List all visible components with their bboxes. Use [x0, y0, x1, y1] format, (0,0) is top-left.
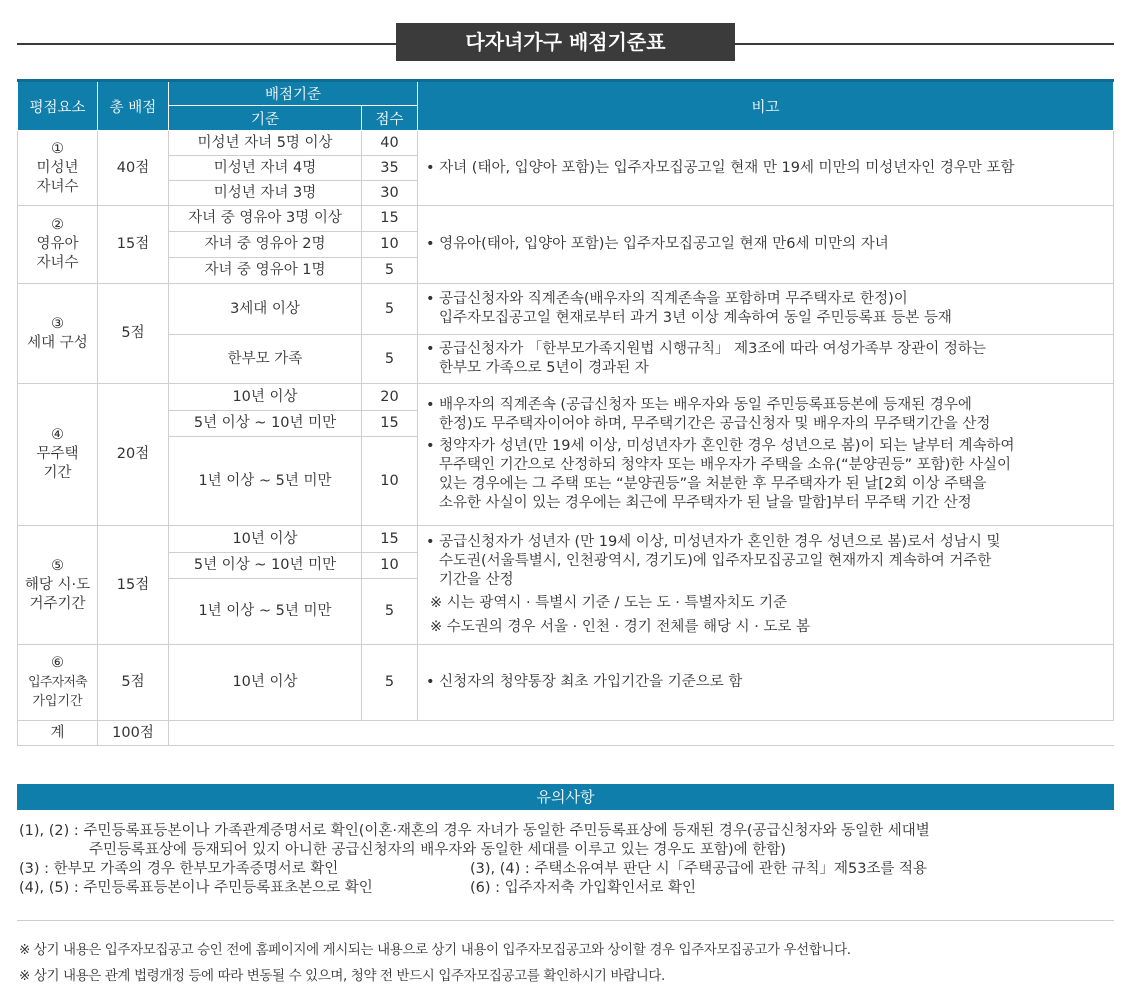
basis-cell: 5년 이상 ~ 10년 미만: [169, 411, 362, 437]
score-cell: 5: [362, 284, 418, 335]
basis-cell: 자녀 중 영유아 3명 이상: [169, 206, 362, 232]
total-value: 100점: [98, 721, 169, 746]
score-cell: 5: [362, 645, 418, 721]
caution-line-pair: [19, 879, 1114, 898]
score-cell: 15: [362, 411, 418, 437]
score-cell: 5: [362, 579, 418, 645]
basis-cell: 1년 이상 ~ 5년 미만: [169, 437, 362, 526]
footer-notes: [19, 937, 1119, 989]
caution-line: (3), (4) : 주택소유여부 판단 시「주택공급에 관한 규칙」제53조를 적용: [470, 861, 928, 877]
score-cell: 35: [362, 156, 418, 181]
score-cell: 15: [362, 206, 418, 232]
header-score: 점수: [362, 106, 418, 131]
total-score-cell: 5점: [98, 645, 169, 721]
caution-line: (1), (2) : 주민등록표등본이나 가족관계증명서로 확인(이혼·재혼의 경우 자녀가 동일한 주민등록표상에 등재된 경우(공급신청자와 동일한 세대별: [19, 823, 930, 839]
caution-line-pair: [19, 860, 1114, 879]
basis-cell: 미성년 자녀 4명: [169, 156, 362, 181]
caution-line: (4), (5) : 주민등록표등본이나 주민등록표초본으로 확인: [19, 880, 373, 896]
header-note: 비고: [418, 81, 1114, 131]
caution-title: 유의사항: [17, 784, 1114, 810]
basis-cell: 3세대 이상: [169, 284, 362, 335]
caution-line: (3) : 한부모 가족의 경우 한부모가족증명서로 확인: [19, 861, 339, 877]
score-cell: 5: [362, 258, 418, 284]
basis-cell: 10년 이상: [169, 645, 362, 721]
basis-cell: 한부모 가족: [169, 335, 362, 384]
total-score-cell: 15점: [98, 206, 169, 284]
factor-cell: ① 미성년 자녀수: [18, 131, 98, 206]
total-label: 계: [18, 721, 98, 746]
note-cell: • 공급신청자가 「한부모가족지원법 시행규칙」 제3조에 따라 여성가족부 장관이 정하는 한부모 가족으로 5년이 경과된 자: [418, 335, 1114, 384]
total-score-cell: 15점: [98, 526, 169, 645]
note-cell: • 신청자의 청약통장 최초 가입기간을 기준으로 함: [418, 645, 1114, 721]
basis-cell: 미성년 자녀 5명 이상: [169, 131, 362, 156]
note-cell: • 자녀 (태아, 입양아 포함)는 입주자모집공고일 현재 만 19세 미만의 미성년자인 경우만 포함: [418, 131, 1114, 206]
basis-cell: 10년 이상: [169, 526, 362, 553]
header-basis: 기준: [169, 106, 362, 131]
title-banner: [17, 23, 1114, 61]
basis-cell: 10년 이상: [169, 384, 362, 411]
score-cell: 10: [362, 553, 418, 579]
score-cell: 15: [362, 526, 418, 553]
note-cell: • 배우자의 직계존속 (공급신청자 또는 배우자와 동일 주민등록표등본에 등재된 경우에 한정)도 무주택자이어야 하며, 무주택기간은 공급신청자 및 배우자의 무주택기간을 산정 • 청약자가 성년(만 19세 이상, 미성년자가 혼인한 경우 성년으로 봄)이 되는 날부터 계속하여 무주택인 기간으로 산정하되 청약자 또는 배우자가 주택을 소유(“분양권등” 포함)한 사실이 있는 경우에는 그 주택 또는 “분양권등”을 처분한 후 무주택자가 된 날[2회 이상 주택을 소유한 사실이 있는 경우에는 최근에 무주택자가 된 날을 말함]부터 무주택 기간 산정: [418, 384, 1114, 526]
factor-cell: ⑤ 해당 시·도 거주기간: [18, 526, 98, 645]
note-cell: • 영유아(태아, 입양아 포함)는 입주자모집공고일 현재 만6세 미만의 자녀: [418, 206, 1114, 284]
factor-cell: ③ 세대 구성: [18, 284, 98, 384]
page-title: 다자녀가구 배점기준표: [396, 23, 735, 61]
total-score-cell: 20점: [98, 384, 169, 526]
score-cell: 20: [362, 384, 418, 411]
score-cell: 10: [362, 437, 418, 526]
score-cell: 30: [362, 181, 418, 206]
divider: [17, 920, 1114, 921]
basis-cell: 미성년 자녀 3명: [169, 181, 362, 206]
basis-cell: 자녀 중 영유아 2명: [169, 232, 362, 258]
note-cell: • 공급신청자와 직계존속(배우자의 직계존속을 포함하며 무주택자로 한정)이 입주자모집공고일 현재로부터 과거 3년 이상 계속하여 동일 주민등록표 등본 등재: [418, 284, 1114, 335]
basis-cell: 자녀 중 영유아 1명: [169, 258, 362, 284]
score-cell: 5: [362, 335, 418, 384]
caution-line: (6) : 입주자저축 가입확인서로 확인: [470, 880, 696, 896]
header-total: 총 배점: [98, 81, 169, 131]
note-cell: • 공급신청자가 성년자 (만 19세 이상, 미성년자가 혼인한 경우 성년으로 봄)로서 성남시 및 수도권(서울특별시, 인천광역시, 경기도)에 입주자모집공고일 현재까지 계속하여 거주한 기간을 산정 ※ 시는 광역시 · 특별시 기준 / 도는 도 · 특별자치도 기준 ※ 수도권의 경우 서울 · 인천 · 경기 전체를 해당 시 · 도로 봄: [418, 526, 1114, 645]
factor-cell: ⑥ 입주자저축 가입기간: [18, 645, 98, 721]
total-score-cell: 5점: [98, 284, 169, 384]
header-criteria: 배점기준: [169, 81, 418, 106]
factor-cell: ② 영유아 자녀수: [18, 206, 98, 284]
factor-cell: ④ 무주택 기간: [18, 384, 98, 526]
score-cell: 40: [362, 131, 418, 156]
caution-line: 주민등록표상에 등재되어 있지 아니한 공급신청자의 배우자와 동일한 세대를 이루고 있는 경우도 포함)에 한함): [89, 842, 786, 858]
score-cell: 10: [362, 232, 418, 258]
header-factor: 평점요소: [18, 81, 98, 131]
score-table: [17, 79, 1114, 746]
basis-cell: 5년 이상 ~ 10년 미만: [169, 553, 362, 579]
basis-cell: 1년 이상 ~ 5년 미만: [169, 579, 362, 645]
total-score-cell: 40점: [98, 131, 169, 206]
footer-line: ※ 상기 내용은 관계 법령개정 등에 따라 변동될 수 있으며, 청약 전 반드시 입주자모집공고를 확인하시기 바랍니다.: [19, 968, 665, 984]
caution-notes: [19, 822, 1114, 898]
footer-line: ※ 상기 내용은 입주자모집공고 승인 전에 홈페이지에 게시되는 내용으로 상기 내용이 입주자모집공고와 상이할 경우 입주자모집공고가 우선합니다.: [19, 942, 851, 958]
